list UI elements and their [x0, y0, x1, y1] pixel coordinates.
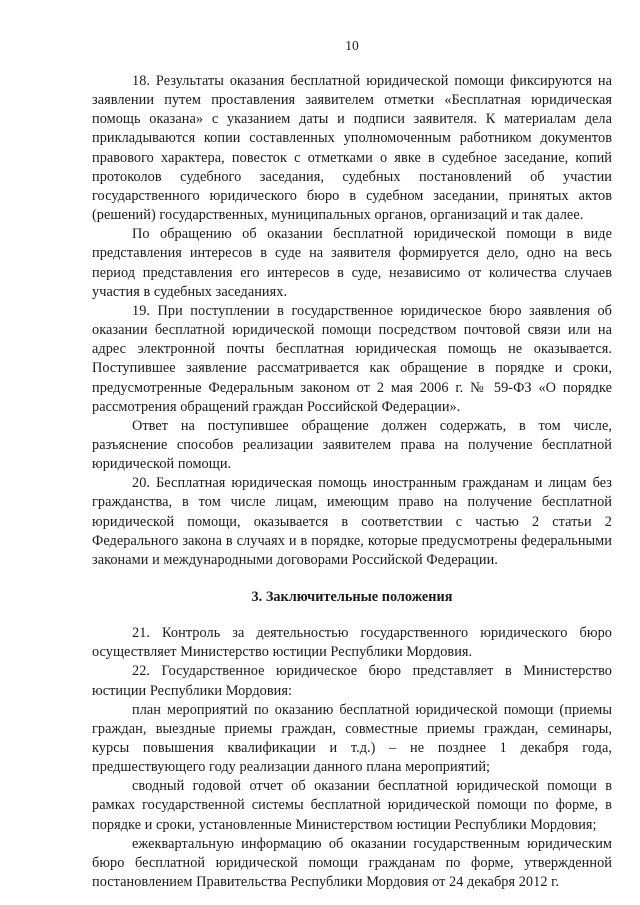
paragraph-18: 18. Результаты оказания бесплатной юридической помощи фиксируются на заявлении путем проставления заявителем отметки «Бесплатная юридическая помощь оказана» с указанием даты и подписи заявителя. К материалам дела прикладываются копии составленных уполномоченным работником документов правового характера, повесток с отметками о явке в судебное заседание, копий протоколов судебного заседания, судебных постановлений об участии государственного юридического бюро в судебном заседании, принятых актов (решений) государственных, муниципальных органов, организаций и так далее.: [92, 73, 612, 224]
paragraph-19: 19. При поступлении в государственное юридическое бюро заявления об оказании бесплатной юридической помощи посредством почтовой связи или на адрес электронной почты бесплатная юридическая помощь не оказывается. Поступившее заявление рассматривается как обращение в порядке и сроки, предусмотренные Федеральным законом от 2 мая 2006 г. № 59-ФЗ «О порядке рассмотрения обращений граждан Российской Федерации».: [92, 302, 612, 415]
body-text-top: [92, 72, 612, 570]
paragraph-22-quarterly-info: ежеквартальную информацию об оказании государственным юридическим бюро бесплатной юридической помощи гражданам по форме, утвержденной постановлением Правительства Республики Мордовия от 24 декабря 2012 г.: [92, 835, 612, 891]
paragraph-22-annual-report: сводный годовой отчет об оказании бесплатной юридической помощи в рамках государственной системы бесплатной юридической помощи по форме, в порядке и сроки, установленные Министерством юстиции Республики Мордовия;: [92, 778, 612, 833]
paragraph-20: 20. Бесплатная юридическая помощь иностранным гражданам и лицам без гражданства, в том числе лицам, имеющим право на получение бесплатной юридической помощи, оказывается в соответствии с частью 2 статьи 2 Федерального закона в случаях и в порядке, которые предусмотрены федеральными законами и международными договорами Российской Федерации.: [92, 475, 612, 568]
paragraph-22: 22. Государственное юридическое бюро представляет в Министерство юстиции Республики Мордовия:: [92, 663, 612, 699]
paragraph-22-plan: план мероприятий по оказанию бесплатной юридической помощи (приемы граждан, выездные приемы граждан, совместные приемы граждан, семинары, курсы повышения квалификации и т.д.) – не позднее 1 декабря года, предшествующего году реализации данного плана мероприятий;: [92, 701, 612, 776]
document-page: [92, 38, 612, 892]
body-text-bottom: [92, 624, 612, 892]
section-heading: 3. Заключительные положения: [251, 589, 453, 606]
paragraph-21: 21. Контроль за деятельностью государственного юридического бюро осуществляет Министерство юстиции Республики Мордовия.: [92, 625, 612, 661]
paragraph-19-response: Ответ на поступившее обращение должен содержать, в том числе, разъяснение способов реализации заявителем права на получение бесплатной юридической помощи.: [92, 417, 612, 473]
page-number: 10: [345, 38, 359, 53]
paragraph-18-case-file: По обращению об оказании бесплатной юридической помощи в виде представления интересов в суде на заявителя формируется дело, одно на весь период представления его интересов в суде, независимо от количества случаев участия в судебных заседаниях.: [92, 226, 612, 300]
